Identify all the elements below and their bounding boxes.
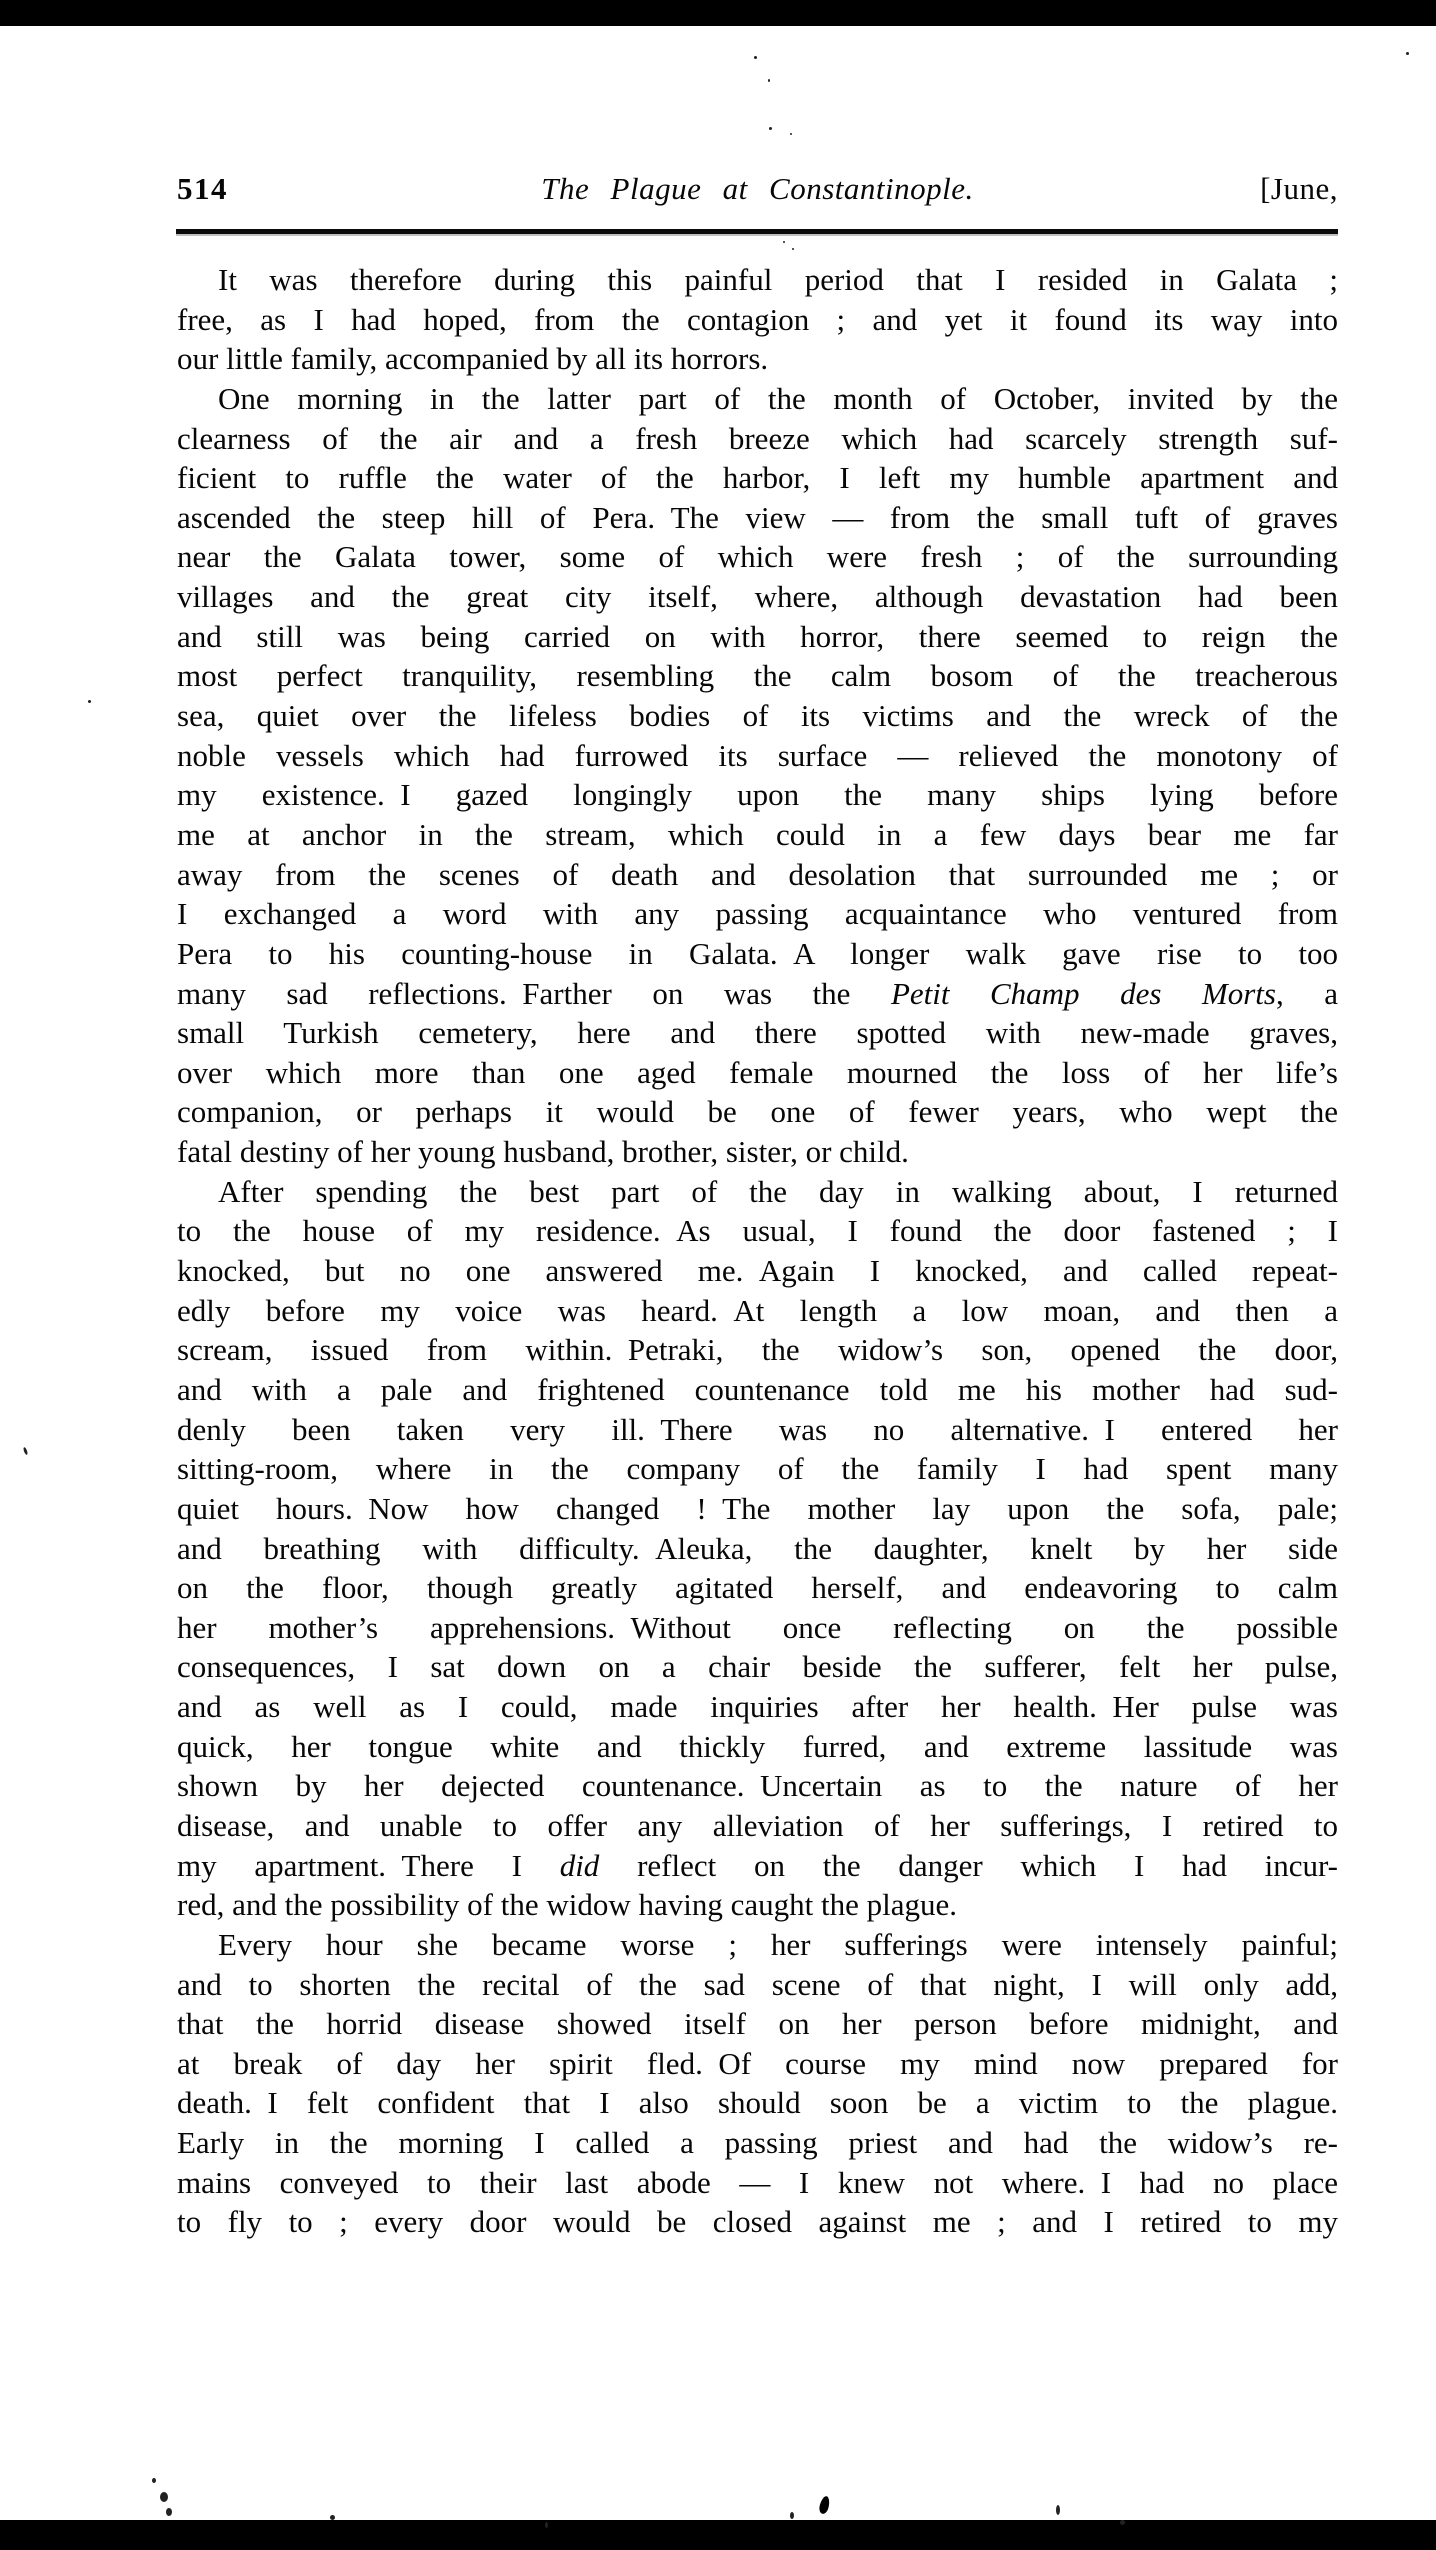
text-line: most perfect tranquility, resembling the calm bosom of the treacherous: [177, 658, 1338, 694]
text-line: denly been taken very ill. There was no alternative. I entered her: [177, 1411, 1338, 1447]
header-divider-rule: [176, 229, 1338, 234]
scan-speck: [160, 2492, 168, 2502]
scan-speck: [769, 127, 772, 130]
text-line: fatal destiny of her young husband, brother, sister, or child.: [177, 1134, 909, 1170]
text-line: disease, and unable to offer any alleviation of her sufferings, I retired to: [177, 1807, 1338, 1843]
text-line: red, and the possibility of the widow having caught the plague.: [177, 1887, 957, 1923]
top-scan-artifact: [0, 0, 1436, 26]
scan-speck: [1056, 2505, 1060, 2515]
text-line: villages and the great city itself, where, although devastation had been: [177, 579, 1338, 615]
paragraph: [177, 1172, 1338, 1925]
text-line: free, as I had hoped, from the contagion ; and yet it found its way into: [177, 301, 1338, 337]
text-line: many sad reflections. Farther on was the Petit Champ des Morts, a: [177, 975, 1339, 1011]
text-line: Early in the morning I called a passing priest and had the widow’s re-: [177, 2125, 1338, 2161]
scan-speck: [1120, 2520, 1125, 2525]
text-line: and to shorten the recital of the sad scene of that night, I will only add,: [177, 1966, 1338, 2002]
scan-speck: [790, 133, 792, 135]
paragraph: [177, 379, 1338, 1172]
paragraph: [177, 260, 1338, 379]
text-line: my apartment. There I did reflect on the danger which I had incur-: [177, 1847, 1338, 1883]
text-line: Every hour she became worse ; her sufferings were intensely painful;: [218, 1926, 1338, 1962]
text-line: It was therefore during this painful period that I resided in Galata ;: [218, 262, 1338, 297]
scan-speck: [790, 2512, 794, 2519]
scan-speck: [754, 56, 757, 59]
text-line: that the horrid disease showed itself on her person before midnight, and: [177, 2006, 1338, 2042]
text-line: and as well as I could, made inquiries after her health. Her pulse was: [177, 1689, 1338, 1725]
scan-speck: [783, 241, 785, 243]
text-line: her mother’s apprehensions. Without once reflecting on the possible: [177, 1609, 1338, 1645]
text-line: One morning in the latter part of the month of October, invited by the: [218, 380, 1338, 416]
page-number: 514: [177, 171, 228, 206]
scan-speck: [545, 2522, 548, 2528]
bottom-scan-artifact: [0, 2520, 1436, 2550]
text-line: away from the scenes of death and desolation that surrounded me ; or: [177, 856, 1338, 892]
text-line: to fly to ; every door would be closed against me ; and I retired to my: [177, 2204, 1338, 2240]
scan-speck: [768, 79, 770, 82]
text-line: me at anchor in the stream, which could in a few days bear me far: [177, 816, 1338, 852]
paragraph: [177, 1925, 1338, 2242]
text-line: shown by her dejected countenance. Uncertain as to the nature of her: [177, 1768, 1338, 1804]
text-line: quiet hours. Now how changed ! The mother lay upon the sofa, pale;: [177, 1490, 1338, 1526]
text-line: and still was being carried on with horror, there seemed to reign the: [177, 618, 1338, 654]
scan-speck: [792, 248, 794, 250]
text-line: knocked, but no one answered me. Again I knocked, and called repeat-: [177, 1253, 1338, 1289]
text-line: consequences, I sat down on a chair beside the sufferer, felt her pulse,: [177, 1649, 1338, 1685]
text-line: Pera to his counting-house in Galata. A longer walk gave rise to too: [177, 935, 1338, 971]
scan-speck: [1406, 52, 1409, 55]
text-line: over which more than one aged female mourned the loss of her life’s: [177, 1054, 1338, 1090]
scan-speck: [330, 2515, 335, 2520]
text-line: at break of day her spirit fled. Of course my mind now prepared for: [177, 2045, 1338, 2081]
text-line: our little family, accompanied by all its horrors.: [177, 341, 769, 377]
scan-speck: [23, 1447, 29, 1456]
text-line: ascended the steep hill of Pera. The view — from the small tuft of graves: [177, 499, 1338, 535]
text-line: mains conveyed to their last abode — I knew not where. I had no place: [177, 2164, 1338, 2200]
text-line: companion, or perhaps it would be one of fewer years, who wept the: [177, 1094, 1338, 1130]
text-line: edly before my voice was heard. At length a low moan, and then a: [177, 1292, 1338, 1328]
scan-speck: [166, 2508, 172, 2516]
text-line: noble vessels which had furrowed its surface — relieved the monotony of: [177, 737, 1338, 773]
text-line: quick, her tongue white and thickly furred, and extreme lassitude was: [177, 1728, 1338, 1764]
text-line: After spending the best part of the day in walking about, I returned: [218, 1173, 1338, 1209]
text-line: I exchanged a word with any passing acquaintance who ventured from: [177, 896, 1338, 932]
text-line: scream, issued from within. Petraki, the widow’s son, opened the door,: [177, 1332, 1338, 1368]
text-line: sea, quiet over the lifeless bodies of its victims and the wreck of the: [177, 698, 1338, 734]
text-line: near the Galata tower, some of which were fresh ; of the surrounding: [177, 539, 1338, 575]
page-header: [177, 171, 1338, 213]
text-line: ficient to ruffle the water of the harbor, I left my humble apartment and: [177, 460, 1338, 496]
scan-ink-blob: [818, 2495, 831, 2515]
text-line: to the house of my residence. As usual, I found the door fastened ; I: [177, 1213, 1338, 1249]
text-line: my existence. I gazed longingly upon the many ships lying before: [177, 777, 1338, 813]
text-line: and with a pale and frightened countenance told me his mother had sud-: [177, 1371, 1338, 1407]
text-line: and breathing with difficulty. Aleuka, the daughter, knelt by her side: [177, 1530, 1338, 1566]
scan-speck: [152, 2478, 156, 2483]
page-body: [177, 260, 1338, 2242]
text-line: clearness of the air and a fresh breeze which had scarcely strength suf-: [177, 420, 1338, 456]
running-title: The Plague at Constantinople.: [541, 171, 974, 206]
text-line: small Turkish cemetery, here and there spotted with new-made graves,: [177, 1015, 1338, 1051]
text-line: on the floor, though greatly agitated herself, and endeavoring to calm: [177, 1570, 1338, 1606]
scan-speck: [88, 700, 91, 703]
text-line: sitting-room, where in the company of the family I had spent many: [177, 1451, 1338, 1487]
text-line: death. I felt confident that I also should soon be a victim to the plague.: [177, 2085, 1338, 2121]
issue-label: [June,: [1260, 171, 1338, 206]
